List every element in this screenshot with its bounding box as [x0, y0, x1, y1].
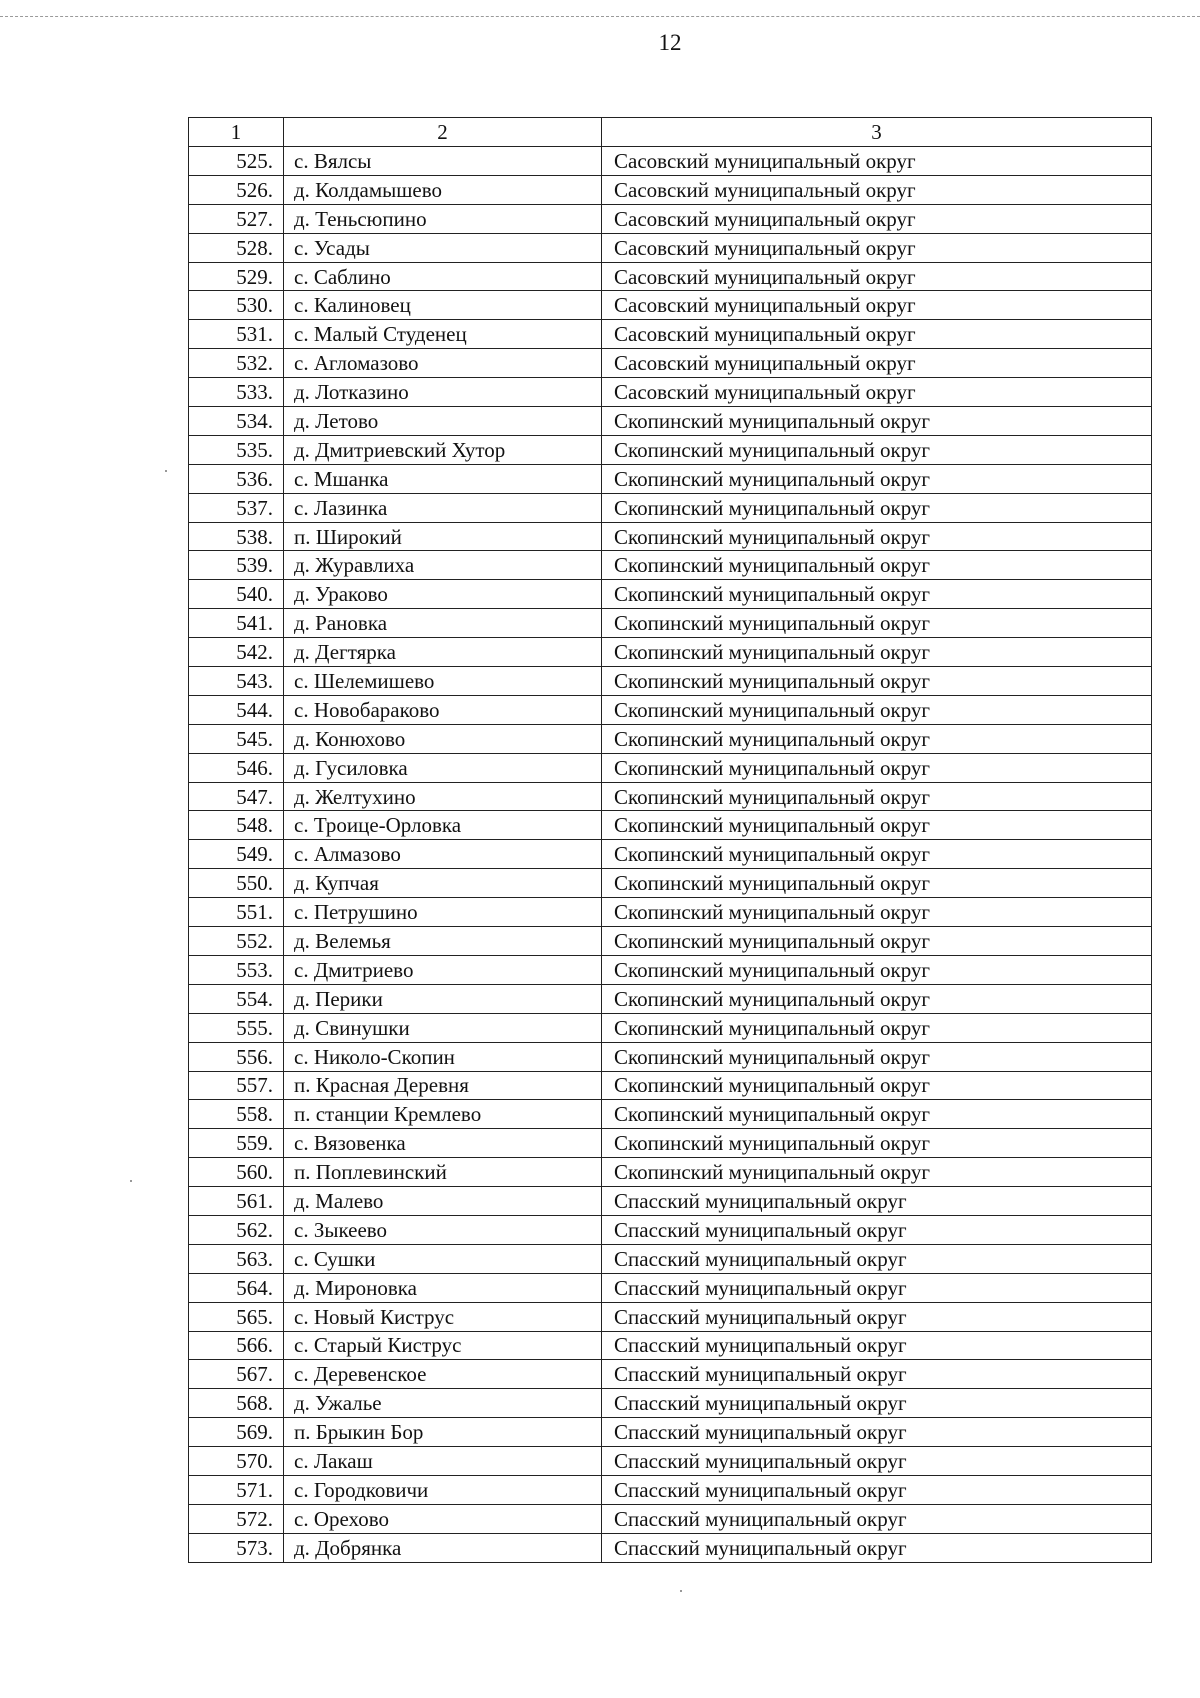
district-name: Спасский муниципальный округ	[602, 1389, 1152, 1418]
row-number: 546.	[189, 753, 284, 782]
row-number: 527.	[189, 204, 284, 233]
table-row	[189, 724, 1152, 753]
row-number: 564.	[189, 1273, 284, 1302]
district-name: Скопинский муниципальный округ	[602, 551, 1152, 580]
table-row	[189, 551, 1152, 580]
table-row	[189, 695, 1152, 724]
row-number: 560.	[189, 1158, 284, 1187]
table-body	[189, 147, 1152, 1563]
district-name: Спасский муниципальный округ	[602, 1331, 1152, 1360]
table-header-row	[189, 118, 1152, 147]
settlement-name: с. Вязовенка	[284, 1129, 602, 1158]
district-name: Спасский муниципальный округ	[602, 1504, 1152, 1533]
scan-speck	[165, 470, 167, 472]
row-number: 539.	[189, 551, 284, 580]
table-row	[189, 262, 1152, 291]
row-number: 533.	[189, 378, 284, 407]
row-number: 528.	[189, 233, 284, 262]
row-number: 548.	[189, 811, 284, 840]
row-number: 543.	[189, 667, 284, 696]
table-row	[189, 580, 1152, 609]
table-row	[189, 1389, 1152, 1418]
district-name: Скопинский муниципальный округ	[602, 898, 1152, 927]
table-row	[189, 1158, 1152, 1187]
column-header-district: 3	[602, 118, 1152, 147]
row-number: 532.	[189, 349, 284, 378]
table-row	[189, 1042, 1152, 1071]
table-row	[189, 1013, 1152, 1042]
settlement-name: д. Теньсюпино	[284, 204, 602, 233]
settlement-name: с. Петрушино	[284, 898, 602, 927]
district-name: Скопинский муниципальный округ	[602, 955, 1152, 984]
settlement-name: с. Старый Киструс	[284, 1331, 602, 1360]
row-number: 540.	[189, 580, 284, 609]
table-row	[189, 1273, 1152, 1302]
row-number: 554.	[189, 984, 284, 1013]
table-row	[189, 782, 1152, 811]
row-number: 567.	[189, 1360, 284, 1389]
settlement-name: с. Усады	[284, 233, 602, 262]
table-row	[189, 1504, 1152, 1533]
district-name: Скопинский муниципальный округ	[602, 435, 1152, 464]
district-name: Скопинский муниципальный округ	[602, 1042, 1152, 1071]
district-name: Скопинский муниципальный округ	[602, 667, 1152, 696]
settlement-name: с. Калиновец	[284, 291, 602, 320]
row-number: 558.	[189, 1100, 284, 1129]
table-row	[189, 927, 1152, 956]
district-name: Сасовский муниципальный округ	[602, 320, 1152, 349]
row-number: 552.	[189, 927, 284, 956]
district-name: Скопинский муниципальный округ	[602, 464, 1152, 493]
table-row	[189, 811, 1152, 840]
settlement-name: с. Городковичи	[284, 1475, 602, 1504]
district-name: Скопинский муниципальный округ	[602, 695, 1152, 724]
table-row	[189, 1418, 1152, 1447]
table-row	[189, 1360, 1152, 1389]
settlement-name: д. Колдамышево	[284, 175, 602, 204]
settlement-name: с. Зыкеево	[284, 1215, 602, 1244]
row-number: 563.	[189, 1244, 284, 1273]
row-number: 556.	[189, 1042, 284, 1071]
district-name: Спасский муниципальный округ	[602, 1418, 1152, 1447]
table-row	[189, 638, 1152, 667]
settlement-name: с. Дмитриево	[284, 955, 602, 984]
table-row	[189, 435, 1152, 464]
district-name: Скопинский муниципальный округ	[602, 869, 1152, 898]
district-name: Скопинский муниципальный округ	[602, 984, 1152, 1013]
district-name: Скопинский муниципальный округ	[602, 1129, 1152, 1158]
table-row	[189, 204, 1152, 233]
settlement-name: п. Красная Деревня	[284, 1071, 602, 1100]
district-name: Сасовский муниципальный округ	[602, 262, 1152, 291]
settlements-table	[188, 117, 1152, 1563]
table-row	[189, 407, 1152, 436]
row-number: 570.	[189, 1447, 284, 1476]
district-name: Сасовский муниципальный округ	[602, 204, 1152, 233]
table-row	[189, 955, 1152, 984]
table-row	[189, 984, 1152, 1013]
row-number: 544.	[189, 695, 284, 724]
district-name: Скопинский муниципальный округ	[602, 407, 1152, 436]
settlement-name: с. Сушки	[284, 1244, 602, 1273]
settlement-name: с. Лакаш	[284, 1447, 602, 1476]
district-name: Скопинский муниципальный округ	[602, 1158, 1152, 1187]
table-row	[189, 175, 1152, 204]
district-name: Спасский муниципальный округ	[602, 1215, 1152, 1244]
settlement-name: д. Добрянка	[284, 1533, 602, 1562]
settlement-name: с. Троице-Орловка	[284, 811, 602, 840]
table-row	[189, 869, 1152, 898]
settlement-name: д. Малево	[284, 1187, 602, 1216]
table-row	[189, 1244, 1152, 1273]
settlement-name: д. Ужалье	[284, 1389, 602, 1418]
settlement-name: д. Гусиловка	[284, 753, 602, 782]
settlement-name: д. Желтухино	[284, 782, 602, 811]
district-name: Скопинский муниципальный округ	[602, 724, 1152, 753]
row-number: 565.	[189, 1302, 284, 1331]
settlement-name: д. Купчая	[284, 869, 602, 898]
row-number: 562.	[189, 1215, 284, 1244]
table-row	[189, 898, 1152, 927]
district-name: Сасовский муниципальный округ	[602, 175, 1152, 204]
row-number: 572.	[189, 1504, 284, 1533]
scan-edge-line	[0, 16, 1200, 17]
row-number: 542.	[189, 638, 284, 667]
district-name: Скопинский муниципальный округ	[602, 840, 1152, 869]
settlement-name: д. Конюхово	[284, 724, 602, 753]
district-name: Скопинский муниципальный округ	[602, 609, 1152, 638]
table-row	[189, 609, 1152, 638]
row-number: 538.	[189, 522, 284, 551]
district-name: Скопинский муниципальный округ	[602, 1071, 1152, 1100]
scan-speck	[680, 1590, 682, 1592]
settlement-name: п. Широкий	[284, 522, 602, 551]
district-name: Сасовский муниципальный округ	[602, 233, 1152, 262]
district-name: Спасский муниципальный округ	[602, 1475, 1152, 1504]
settlement-name: с. Николо-Скопин	[284, 1042, 602, 1071]
district-name: Сасовский муниципальный округ	[602, 378, 1152, 407]
settlement-name: с. Шелемишево	[284, 667, 602, 696]
settlement-name: д. Мироновка	[284, 1273, 602, 1302]
settlement-name: п. Брыкин Бор	[284, 1418, 602, 1447]
table-row	[189, 753, 1152, 782]
district-name: Скопинский муниципальный округ	[602, 811, 1152, 840]
row-number: 559.	[189, 1129, 284, 1158]
settlement-name: д. Лотказино	[284, 378, 602, 407]
district-name: Скопинский муниципальный округ	[602, 522, 1152, 551]
row-number: 557.	[189, 1071, 284, 1100]
row-number: 534.	[189, 407, 284, 436]
row-number: 545.	[189, 724, 284, 753]
table-row	[189, 493, 1152, 522]
table-row	[189, 147, 1152, 176]
settlement-name: д. Журавлиха	[284, 551, 602, 580]
settlement-name: с. Орехово	[284, 1504, 602, 1533]
settlement-name: с. Саблино	[284, 262, 602, 291]
table-row	[189, 1100, 1152, 1129]
table-row	[189, 1447, 1152, 1476]
column-header-number: 1	[189, 118, 284, 147]
row-number: 526.	[189, 175, 284, 204]
district-name: Скопинский муниципальный округ	[602, 638, 1152, 667]
row-number: 525.	[189, 147, 284, 176]
row-number: 550.	[189, 869, 284, 898]
settlement-name: с. Новобараково	[284, 695, 602, 724]
row-number: 537.	[189, 493, 284, 522]
district-name: Скопинский муниципальный округ	[602, 580, 1152, 609]
table-row	[189, 1129, 1152, 1158]
district-name: Сасовский муниципальный округ	[602, 147, 1152, 176]
settlement-name: д. Дмитриевский Хутор	[284, 435, 602, 464]
row-number: 571.	[189, 1475, 284, 1504]
row-number: 555.	[189, 1013, 284, 1042]
district-name: Спасский муниципальный округ	[602, 1302, 1152, 1331]
district-name: Спасский муниципальный округ	[602, 1360, 1152, 1389]
settlement-name: с. Деревенское	[284, 1360, 602, 1389]
district-name: Скопинский муниципальный округ	[602, 1100, 1152, 1129]
district-name: Скопинский муниципальный округ	[602, 1013, 1152, 1042]
row-number: 529.	[189, 262, 284, 291]
district-name: Спасский муниципальный округ	[602, 1187, 1152, 1216]
settlement-name: д. Ураково	[284, 580, 602, 609]
settlement-name: д. Велемья	[284, 927, 602, 956]
row-number: 568.	[189, 1389, 284, 1418]
district-name: Спасский муниципальный округ	[602, 1533, 1152, 1562]
row-number: 553.	[189, 955, 284, 984]
table-row	[189, 522, 1152, 551]
table-row	[189, 378, 1152, 407]
settlement-name: д. Летово	[284, 407, 602, 436]
table-row	[189, 1533, 1152, 1562]
row-number: 566.	[189, 1331, 284, 1360]
table-row	[189, 233, 1152, 262]
row-number: 530.	[189, 291, 284, 320]
scan-speck	[130, 1180, 132, 1182]
settlement-name: с. Агломазово	[284, 349, 602, 378]
district-name: Спасский муниципальный округ	[602, 1447, 1152, 1476]
table-row	[189, 667, 1152, 696]
settlement-name: с. Мшанка	[284, 464, 602, 493]
settlement-name: п. Поплевинский	[284, 1158, 602, 1187]
row-number: 561.	[189, 1187, 284, 1216]
settlement-name: с. Лазинка	[284, 493, 602, 522]
settlement-name: с. Алмазово	[284, 840, 602, 869]
row-number: 549.	[189, 840, 284, 869]
settlement-name: п. станции Кремлево	[284, 1100, 602, 1129]
row-number: 531.	[189, 320, 284, 349]
row-number: 573.	[189, 1533, 284, 1562]
row-number: 547.	[189, 782, 284, 811]
row-number: 536.	[189, 464, 284, 493]
settlement-name: д. Дегтярка	[284, 638, 602, 667]
page-number: 12	[658, 30, 682, 55]
district-name: Спасский муниципальный округ	[602, 1273, 1152, 1302]
settlement-name: д. Рановка	[284, 609, 602, 638]
district-name: Скопинский муниципальный округ	[602, 782, 1152, 811]
row-number: 569.	[189, 1418, 284, 1447]
row-number: 535.	[189, 435, 284, 464]
district-name: Спасский муниципальный округ	[602, 1244, 1152, 1273]
district-name: Сасовский муниципальный округ	[602, 291, 1152, 320]
district-name: Скопинский муниципальный округ	[602, 493, 1152, 522]
settlement-name: д. Перики	[284, 984, 602, 1013]
settlement-name: с. Новый Киструс	[284, 1302, 602, 1331]
settlement-name: с. Малый Студенец	[284, 320, 602, 349]
table-row	[189, 1071, 1152, 1100]
row-number: 551.	[189, 898, 284, 927]
settlement-name: д. Свинушки	[284, 1013, 602, 1042]
table-row	[189, 1475, 1152, 1504]
table-row	[189, 291, 1152, 320]
table-row	[189, 1331, 1152, 1360]
row-number: 541.	[189, 609, 284, 638]
table-row	[189, 840, 1152, 869]
table-row	[189, 1187, 1152, 1216]
table-row	[189, 320, 1152, 349]
table-row	[189, 1215, 1152, 1244]
table-row	[189, 349, 1152, 378]
district-name: Сасовский муниципальный округ	[602, 349, 1152, 378]
settlement-name: с. Вялсы	[284, 147, 602, 176]
district-name: Скопинский муниципальный округ	[602, 753, 1152, 782]
table-row	[189, 1302, 1152, 1331]
column-header-settlement: 2	[284, 118, 602, 147]
district-name: Скопинский муниципальный округ	[602, 927, 1152, 956]
table-row	[189, 464, 1152, 493]
